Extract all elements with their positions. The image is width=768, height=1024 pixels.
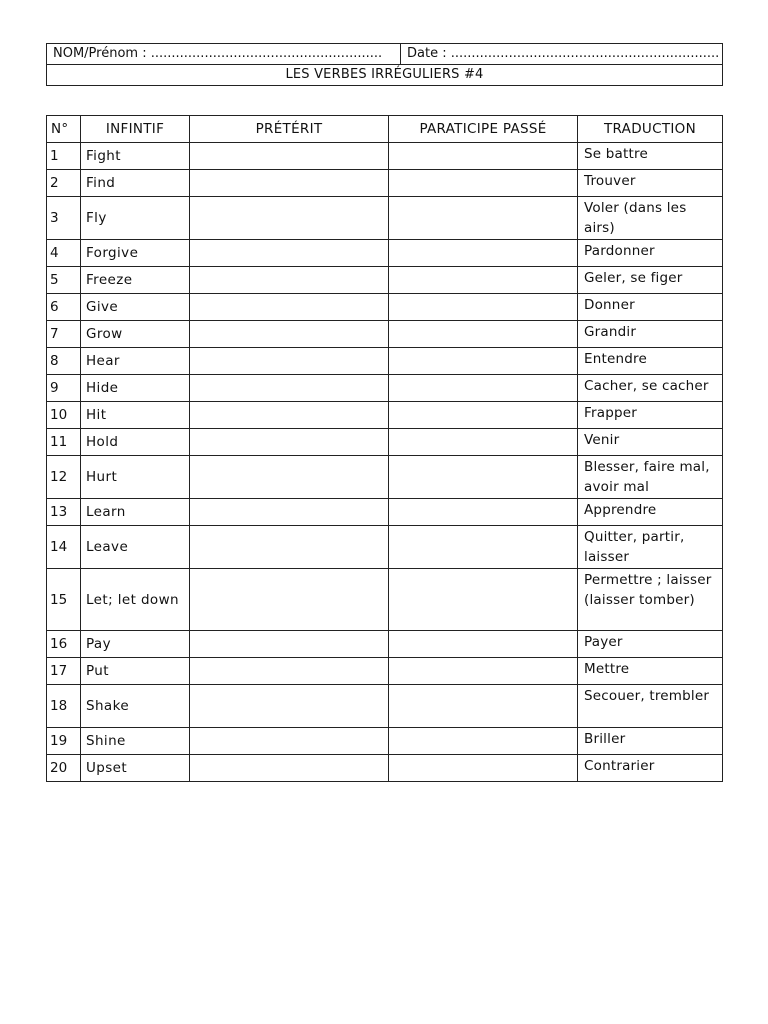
verb-preterit-answer[interactable] bbox=[190, 499, 389, 526]
verb-preterit-answer[interactable] bbox=[190, 631, 389, 658]
verb-translation: Voler (dans les airs) bbox=[578, 197, 723, 240]
verb-number: 20 bbox=[47, 755, 81, 782]
verb-infinitive: Give bbox=[81, 294, 190, 321]
verb-participle-answer[interactable] bbox=[389, 456, 578, 499]
verb-translation: Secouer, trembler bbox=[578, 685, 723, 728]
table-row bbox=[47, 170, 723, 197]
verb-translation: Payer bbox=[578, 631, 723, 658]
table-row bbox=[47, 499, 723, 526]
name-field[interactable]: NOM/Prénom : ........................................................ bbox=[47, 44, 401, 65]
verb-infinitive: Freeze bbox=[81, 267, 190, 294]
verb-translation: Se battre bbox=[578, 143, 723, 170]
verb-participle-answer[interactable] bbox=[389, 658, 578, 685]
verb-participle-answer[interactable] bbox=[389, 728, 578, 755]
table-row bbox=[47, 348, 723, 375]
column-header-preterit: PRÉTÉRIT bbox=[190, 116, 389, 143]
verb-infinitive: Forgive bbox=[81, 240, 190, 267]
table-row bbox=[47, 321, 723, 348]
verb-infinitive: Shine bbox=[81, 728, 190, 755]
table-row bbox=[47, 569, 723, 631]
verb-infinitive: Shake bbox=[81, 685, 190, 728]
verb-preterit-answer[interactable] bbox=[190, 526, 389, 569]
column-header-translation: TRADUCTION bbox=[578, 116, 723, 143]
column-header-number: N° bbox=[47, 116, 81, 143]
table-row bbox=[47, 240, 723, 267]
verb-translation: Blesser, faire mal, avoir mal bbox=[578, 456, 723, 499]
verb-translation: Frapper bbox=[578, 402, 723, 429]
verb-participle-answer[interactable] bbox=[389, 526, 578, 569]
table-row bbox=[47, 631, 723, 658]
verb-preterit-answer[interactable] bbox=[190, 658, 389, 685]
verb-infinitive: Upset bbox=[81, 755, 190, 782]
verb-number: 1 bbox=[47, 143, 81, 170]
verb-translation: Quitter, partir, laisser bbox=[578, 526, 723, 569]
worksheet-header bbox=[46, 43, 723, 86]
table-row bbox=[47, 197, 723, 240]
verb-preterit-answer[interactable] bbox=[190, 685, 389, 728]
verb-preterit-answer[interactable] bbox=[190, 170, 389, 197]
verb-participle-answer[interactable] bbox=[389, 170, 578, 197]
table-row bbox=[47, 755, 723, 782]
verb-infinitive: Put bbox=[81, 658, 190, 685]
verb-translation: Geler, se figer bbox=[578, 267, 723, 294]
verb-number: 10 bbox=[47, 402, 81, 429]
table-row bbox=[47, 375, 723, 402]
verb-infinitive: Fly bbox=[81, 197, 190, 240]
verb-number: 14 bbox=[47, 526, 81, 569]
verb-infinitive: Learn bbox=[81, 499, 190, 526]
irregular-verbs-table bbox=[46, 115, 723, 782]
verb-infinitive: Let; let down bbox=[81, 569, 190, 631]
date-field[interactable]: Date : ................................................................. bbox=[401, 44, 723, 65]
verb-translation: Mettre bbox=[578, 658, 723, 685]
verb-number: 11 bbox=[47, 429, 81, 456]
verb-participle-answer[interactable] bbox=[389, 143, 578, 170]
verb-translation: Contrarier bbox=[578, 755, 723, 782]
verb-participle-answer[interactable] bbox=[389, 348, 578, 375]
verb-number: 19 bbox=[47, 728, 81, 755]
verb-translation: Apprendre bbox=[578, 499, 723, 526]
verb-number: 9 bbox=[47, 375, 81, 402]
verb-translation: Entendre bbox=[578, 348, 723, 375]
verb-preterit-answer[interactable] bbox=[190, 429, 389, 456]
table-row bbox=[47, 526, 723, 569]
verb-translation: Trouver bbox=[578, 170, 723, 197]
verb-preterit-answer[interactable] bbox=[190, 321, 389, 348]
verb-infinitive: Leave bbox=[81, 526, 190, 569]
verb-infinitive: Hit bbox=[81, 402, 190, 429]
verb-preterit-answer[interactable] bbox=[190, 375, 389, 402]
table-row bbox=[47, 143, 723, 170]
verb-translation: Cacher, se cacher bbox=[578, 375, 723, 402]
verb-translation: Donner bbox=[578, 294, 723, 321]
table-header-row bbox=[47, 116, 723, 143]
verb-number: 15 bbox=[47, 569, 81, 631]
verb-preterit-answer[interactable] bbox=[190, 348, 389, 375]
verb-number: 17 bbox=[47, 658, 81, 685]
column-header-participle: PARATICIPE PASSÉ bbox=[389, 116, 578, 143]
verb-translation: Pardonner bbox=[578, 240, 723, 267]
table-row bbox=[47, 402, 723, 429]
verb-infinitive: Hold bbox=[81, 429, 190, 456]
verb-infinitive: Hear bbox=[81, 348, 190, 375]
verb-preterit-answer[interactable] bbox=[190, 456, 389, 499]
worksheet-title: LES VERBES IRRÉGULIERS #4 bbox=[47, 65, 723, 86]
verb-translation: Venir bbox=[578, 429, 723, 456]
verb-number: 4 bbox=[47, 240, 81, 267]
table-row bbox=[47, 294, 723, 321]
verb-number: 2 bbox=[47, 170, 81, 197]
column-header-infinitive: INFINTIF bbox=[81, 116, 190, 143]
verb-participle-answer[interactable] bbox=[389, 499, 578, 526]
verb-number: 7 bbox=[47, 321, 81, 348]
verb-number: 16 bbox=[47, 631, 81, 658]
verb-preterit-answer[interactable] bbox=[190, 143, 389, 170]
verb-participle-answer[interactable] bbox=[389, 631, 578, 658]
table-row bbox=[47, 658, 723, 685]
table-row bbox=[47, 728, 723, 755]
table-row bbox=[47, 456, 723, 499]
verb-preterit-answer[interactable] bbox=[190, 197, 389, 240]
verb-participle-answer[interactable] bbox=[389, 755, 578, 782]
verb-number: 13 bbox=[47, 499, 81, 526]
verb-preterit-answer[interactable] bbox=[190, 728, 389, 755]
verb-participle-answer[interactable] bbox=[389, 267, 578, 294]
verb-preterit-answer[interactable] bbox=[190, 267, 389, 294]
verb-participle-answer[interactable] bbox=[389, 375, 578, 402]
table-body bbox=[47, 143, 723, 782]
verb-number: 18 bbox=[47, 685, 81, 728]
verb-translation: Grandir bbox=[578, 321, 723, 348]
verb-translation: Briller bbox=[578, 728, 723, 755]
verb-preterit-answer[interactable] bbox=[190, 294, 389, 321]
verb-infinitive: Find bbox=[81, 170, 190, 197]
verb-participle-answer[interactable] bbox=[389, 240, 578, 267]
verb-infinitive: Fight bbox=[81, 143, 190, 170]
verb-participle-answer[interactable] bbox=[389, 321, 578, 348]
verb-participle-answer[interactable] bbox=[389, 685, 578, 728]
verb-infinitive: Grow bbox=[81, 321, 190, 348]
verb-infinitive: Hurt bbox=[81, 456, 190, 499]
verb-number: 3 bbox=[47, 197, 81, 240]
verb-participle-answer[interactable] bbox=[389, 197, 578, 240]
verb-infinitive: Pay bbox=[81, 631, 190, 658]
table-row bbox=[47, 267, 723, 294]
verb-translation: Permettre ; laisser (laisser tomber) bbox=[578, 569, 723, 631]
verb-participle-answer[interactable] bbox=[389, 569, 578, 631]
verb-number: 8 bbox=[47, 348, 81, 375]
verb-infinitive: Hide bbox=[81, 375, 190, 402]
verb-number: 6 bbox=[47, 294, 81, 321]
verb-number: 5 bbox=[47, 267, 81, 294]
verb-participle-answer[interactable] bbox=[389, 294, 578, 321]
verb-preterit-answer[interactable] bbox=[190, 755, 389, 782]
table-row bbox=[47, 429, 723, 456]
table-row bbox=[47, 685, 723, 728]
verb-number: 12 bbox=[47, 456, 81, 499]
verb-preterit-answer[interactable] bbox=[190, 402, 389, 429]
verb-participle-answer[interactable] bbox=[389, 402, 578, 429]
verb-preterit-answer[interactable] bbox=[190, 240, 389, 267]
verb-participle-answer[interactable] bbox=[389, 429, 578, 456]
verb-preterit-answer[interactable] bbox=[190, 569, 389, 631]
